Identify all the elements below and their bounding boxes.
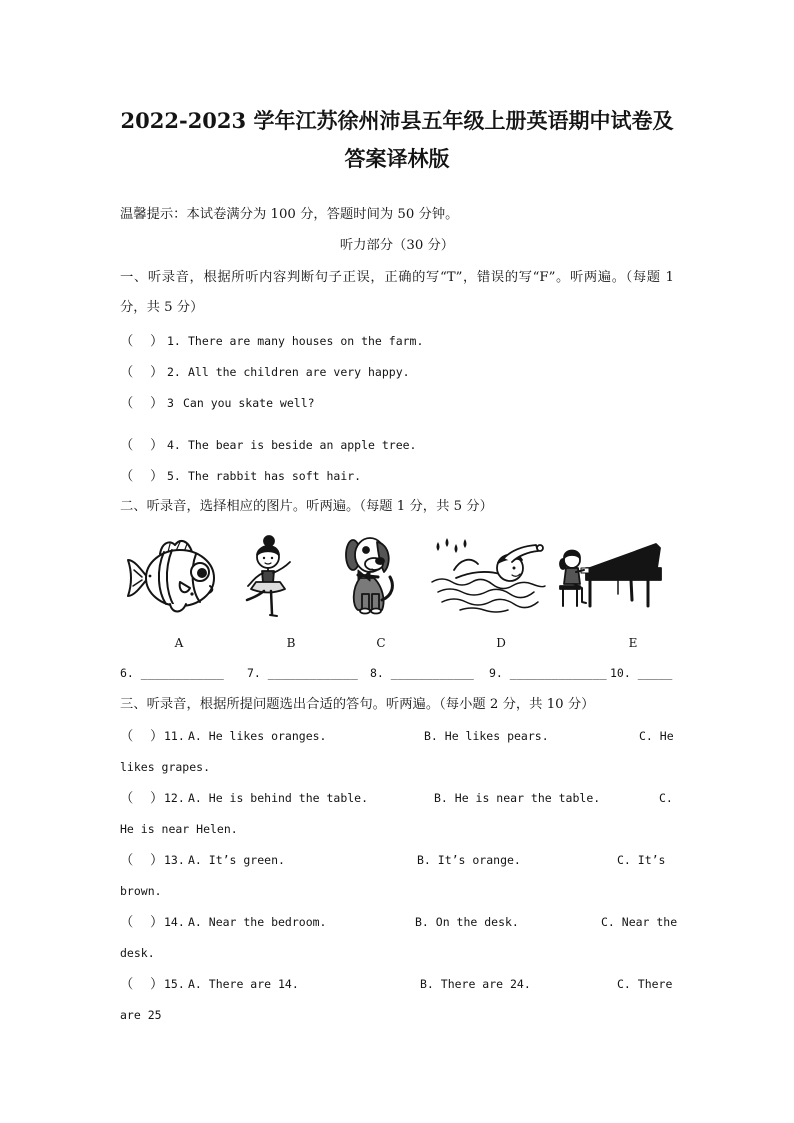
question-4 <box>120 435 416 455</box>
option-a: A. He is behind the table. <box>188 791 369 805</box>
option-c: C. He likes grapes. <box>120 729 674 774</box>
question-text: The bear is beside an apple tree. <box>188 438 417 452</box>
question-number: 1. <box>167 334 181 348</box>
question-number: 15. <box>164 977 185 991</box>
answer-bracket-open: （ <box>120 365 134 380</box>
option-b: B. There are 24. <box>420 977 531 991</box>
option-b: B. It’s orange. <box>417 853 521 867</box>
question-1 <box>120 331 423 351</box>
question-prefix <box>120 783 188 814</box>
question-12 <box>120 783 684 845</box>
option-b: B. He likes pears. <box>424 729 549 743</box>
question-14 <box>120 907 684 969</box>
answer-bracket-open: （ <box>120 438 134 453</box>
ballet-dancer-picture <box>247 536 290 616</box>
question-text: There are many houses on the farm. <box>188 334 424 348</box>
question-text: Can you skate well? <box>183 396 315 410</box>
picture-label-e: E <box>628 636 638 650</box>
answer-bracket-close: ） <box>150 791 164 806</box>
girl-playing-piano-picture <box>560 544 661 606</box>
listening-section-heading: 听力部分（30 分） <box>339 238 455 253</box>
question-number: 14. <box>164 915 185 929</box>
exam-title: 2022-2023 学年江苏徐州沛县五年级上册英语期中试卷及答案译林版 <box>120 108 674 171</box>
option-a: A. It’s green. <box>188 853 285 867</box>
answer-bracket-close: ） <box>150 729 164 744</box>
question-2 <box>120 362 410 382</box>
question-13 <box>120 845 684 907</box>
option-c: C. He is near Helen. <box>120 791 673 836</box>
question-prefix <box>120 845 188 876</box>
option-a: A. There are 14. <box>188 977 299 991</box>
question-15 <box>120 969 684 1031</box>
question-number: 12. <box>164 791 185 805</box>
question-prefix <box>120 969 188 1000</box>
answer-bracket-close: ） <box>150 915 164 930</box>
clownfish-picture <box>128 541 214 612</box>
exam-tip: 温馨提示：本试卷满分为 100 分，答题时间为 50 分钟。 <box>120 207 459 222</box>
answer-blank-6: 6. ____________ <box>120 666 224 680</box>
question-prefix <box>120 907 188 938</box>
part3-instruction: 三、听录音，根据所提问题选出合适的答句。听两遍。（每小题 2 分，共 10 分） <box>120 697 595 712</box>
question-number: 13. <box>164 853 185 867</box>
picture-label-c: C <box>376 636 386 650</box>
part1-instruction: 一、听录音，根据所听内容判断句子正误，正确的写“T”，错误的写“F”。听两遍。（每题 1 分，共 5 分） <box>120 270 674 315</box>
answer-bracket-open: （ <box>120 396 134 411</box>
answer-bracket-open: （ <box>120 977 134 992</box>
picture-label-b: B <box>286 636 296 650</box>
question-11 <box>120 721 684 783</box>
answer-bracket-close: ） <box>150 469 164 484</box>
option-a: A. Near the bedroom. <box>188 915 327 929</box>
question-number: 3 <box>167 396 174 410</box>
answer-blank-7: 7. _____________ <box>247 666 358 680</box>
option-c: C. Near the desk. <box>120 915 678 960</box>
question-text: All the children are very happy. <box>188 365 410 379</box>
answer-bracket-open: （ <box>120 334 134 349</box>
answer-bracket-open: （ <box>120 469 134 484</box>
question-5 <box>120 466 361 486</box>
question-3 <box>120 393 315 413</box>
answer-blank-9: 9. ______________ <box>489 666 607 680</box>
part2-instruction: 二、听录音，选择相应的图片。听两遍。（每题 1 分，共 5 分） <box>120 499 493 514</box>
picture-label-d: D <box>496 636 506 650</box>
part2-pictures <box>120 530 680 625</box>
question-prefix <box>120 721 188 752</box>
answer-bracket-close: ） <box>150 396 164 411</box>
answer-bracket-open: （ <box>120 853 134 868</box>
answer-bracket-close: ） <box>150 977 164 992</box>
question-text: The rabbit has soft hair. <box>188 469 362 483</box>
option-a: A. He likes oranges. <box>188 729 327 743</box>
answer-bracket-close: ） <box>150 853 164 868</box>
answer-bracket-close: ） <box>150 365 164 380</box>
answer-blank-8: 8. ____________ <box>370 666 474 680</box>
question-number: 11. <box>164 729 185 743</box>
picture-label-a: A <box>174 636 184 650</box>
answer-bracket-close: ） <box>150 334 164 349</box>
question-number: 5. <box>167 469 181 483</box>
answer-bracket-open: （ <box>120 791 134 806</box>
question-number: 4. <box>167 438 181 452</box>
option-b: B. On the desk. <box>415 915 519 929</box>
answer-blank-10: 10. _____ <box>610 666 673 680</box>
answer-bracket-open: （ <box>120 729 134 744</box>
option-b: B. He is near the table. <box>434 791 601 805</box>
answer-bracket-open: （ <box>120 915 134 930</box>
question-number: 2. <box>167 365 181 379</box>
swimmer-picture <box>432 538 545 612</box>
option-c: C. It’s brown. <box>120 853 666 898</box>
dog-picture <box>346 538 392 614</box>
option-c: C. There are 25 <box>120 977 673 1022</box>
answer-bracket-close: ） <box>150 438 164 453</box>
